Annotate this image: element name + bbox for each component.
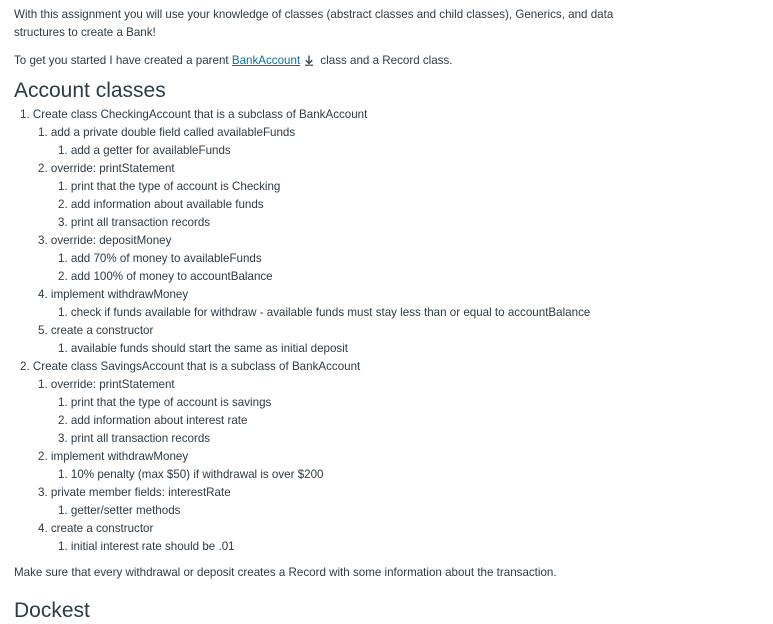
starter-paragraph bbox=[14, 52, 754, 72]
bankaccount-link[interactable]: BankAccount bbox=[231, 54, 301, 67]
detail-list bbox=[38, 466, 754, 484]
task-text: 2. Create class SavingsAccount that is a subclass of BankAccount bbox=[20, 360, 361, 373]
download-icon[interactable] bbox=[304, 54, 314, 72]
intro-paragraph: With this assignment you will use your knowledge of classes (abstract classes and child classes), Generics, and data structures to create a Bank! bbox=[14, 8, 614, 39]
subtask-text: 3. private member fields: interestRate bbox=[38, 486, 231, 499]
detail-item: 1. add a getter for availableFunds bbox=[58, 144, 231, 157]
subtask-item bbox=[38, 160, 754, 232]
detail-item: 3. print all transaction records bbox=[58, 432, 211, 445]
subtask-text: 4. create a constructor bbox=[38, 522, 154, 535]
detail-item: 2. add information about available funds bbox=[58, 198, 264, 211]
subtask-item bbox=[38, 520, 754, 556]
detail-item: 1. print that the type of account is savings bbox=[58, 396, 272, 409]
section-heading: Account classes bbox=[14, 79, 166, 102]
detail-item: 1. print that the type of account is Checking bbox=[58, 180, 281, 193]
subtask-list bbox=[20, 376, 754, 556]
next-section-heading: Dockest bbox=[14, 599, 90, 622]
detail-item: 1. check if funds available for withdraw - available funds must stay less than or equal to accountBalance bbox=[58, 306, 591, 319]
subtask-item bbox=[38, 286, 754, 322]
subtask-text: 2. override: printStatement bbox=[38, 162, 175, 175]
footer-paragraph: Make sure that every withdrawal or deposit creates a Record with some information about the transaction. bbox=[14, 566, 557, 579]
detail-item: 1. available funds should start the same as initial deposit bbox=[58, 342, 349, 355]
detail-item: 1. initial interest rate should be .01 bbox=[58, 540, 235, 553]
task-text: 1. Create class CheckingAccount that is a subclass of BankAccount bbox=[20, 108, 368, 121]
subtask-text: 1. override: printStatement bbox=[38, 378, 175, 391]
assignment-content bbox=[14, 0, 754, 582]
detail-list bbox=[38, 250, 754, 286]
detail-item: 1. add 70% of money to availableFunds bbox=[58, 252, 262, 265]
subtask-text: 5. create a constructor bbox=[38, 324, 154, 337]
detail-list bbox=[38, 538, 754, 556]
detail-list bbox=[38, 340, 754, 358]
subtask-item bbox=[38, 232, 754, 286]
starter-text-after: class and a Record class. bbox=[317, 54, 453, 67]
starter-text-before: To get you started I have created a parent bbox=[14, 54, 232, 67]
detail-list bbox=[38, 304, 754, 322]
detail-item: 2. add information about interest rate bbox=[58, 414, 248, 427]
subtask-item bbox=[38, 376, 754, 448]
subtask-text: 2. implement withdrawMoney bbox=[38, 450, 189, 463]
detail-item: 1. 10% penalty (max $50) if withdrawal is over $200 bbox=[58, 468, 324, 481]
detail-item: 1. getter/setter methods bbox=[58, 504, 181, 517]
subtask-text: 4. implement withdrawMoney bbox=[38, 288, 189, 301]
subtask-item bbox=[38, 484, 754, 520]
detail-list bbox=[38, 142, 754, 160]
detail-item: 2. add 100% of money to accountBalance bbox=[58, 270, 273, 283]
task-item bbox=[14, 358, 754, 556]
detail-list bbox=[38, 394, 754, 448]
task-list bbox=[14, 106, 754, 556]
subtask-list bbox=[20, 124, 754, 358]
subtask-item bbox=[38, 124, 754, 160]
subtask-item bbox=[38, 448, 754, 484]
task-item bbox=[14, 106, 754, 358]
detail-item: 3. print all transaction records bbox=[58, 216, 211, 229]
detail-list bbox=[38, 178, 754, 232]
subtask-item bbox=[38, 322, 754, 358]
subtask-text: 3. override: depositMoney bbox=[38, 234, 172, 247]
detail-list bbox=[38, 502, 754, 520]
subtask-text: 1. add a private double field called availableFunds bbox=[38, 126, 296, 139]
